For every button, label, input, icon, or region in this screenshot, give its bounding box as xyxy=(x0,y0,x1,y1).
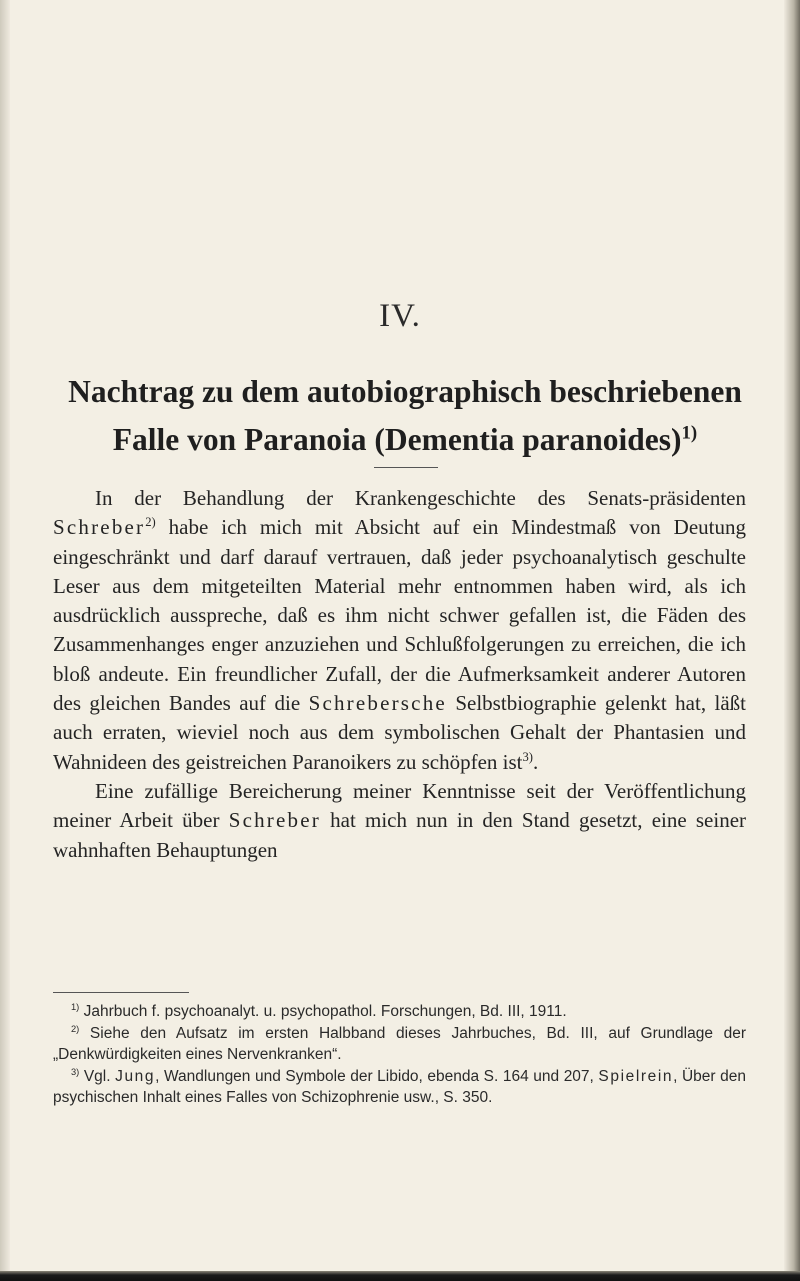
footnote-3 xyxy=(53,1066,746,1109)
footnote-2-marker: 2) xyxy=(71,1023,80,1034)
p1-text-a: In der Behandlung der Krankengeschichte des Senats-präsidenten xyxy=(95,486,746,510)
footnote-1-text: Jahrbuch f. psychoanalyt. u. psychopathol. Forschungen, Bd. III, 1911. xyxy=(79,1003,567,1020)
footnote-divider xyxy=(53,992,189,993)
p1-text-d: . xyxy=(533,749,539,774)
footnote-3-text-a: Vgl. xyxy=(79,1067,116,1085)
footnotes xyxy=(53,1001,746,1109)
page-edge-shadow xyxy=(784,0,800,1281)
footnote-3-text-b: , Wandlungen und Symbole der Libido, ebenda S. 164 und 207, xyxy=(155,1067,599,1085)
p1-footnote-ref-3: 3) xyxy=(522,749,533,764)
footnote-2-text: Siehe den Aufsatz im ersten Halbband dieses Jahrbuches, Bd. III, auf Grundlage der „Denkwürdigkeiten eines Nervenkranken“. xyxy=(53,1024,746,1063)
footnote-1 xyxy=(53,1001,746,1023)
chapter-title xyxy=(60,368,750,464)
chapter-title-line-2 xyxy=(60,416,750,464)
p1-name-schreber: Schreber xyxy=(53,515,146,540)
p2-name-schreber: Schreber xyxy=(228,808,321,833)
title-footnote-ref: 1) xyxy=(681,422,698,444)
p2-text-b: hat mich nun in den Stand gesetzt, eine seiner wahnhaften Behauptungen xyxy=(53,808,747,862)
p1-text-b: habe ich mich mit Absicht auf ein Mindestmaß von Deutung eingeschränkt und darf darauf vertrauen, daß jeder psychoanalytisch geschulte Leser aus dem mitgeteilten Material mehr entnommen haben wird, als ich ausdrücklich ausspreche, daß es ihm nicht schwer gefallen ist, die Fäden des Zusammenhanges enger anzuziehen und Schlußfolgerungen zu erreichen, die ich bloß andeute. Ein freundlicher Zufall, der die Aufmerksamkeit anderer Autoren des gleichen Bandes auf die xyxy=(53,515,746,716)
footnote-3-text-c: , Über den psychischen Inhalt eines Falles von Schizophrenie usw., S. 350. xyxy=(53,1067,746,1106)
chapter-title-line-2-text: Falle von Paranoia (Dementia paranoides) xyxy=(112,422,682,457)
title-divider xyxy=(374,467,438,468)
scan-bottom-edge xyxy=(0,1271,800,1281)
p1-name-schrebersche: Schrebersche xyxy=(308,691,447,716)
footnote-3-name-spielrein: Spielrein xyxy=(598,1067,674,1085)
p1-footnote-ref-2: 2) xyxy=(145,515,156,530)
page-binding-edge xyxy=(0,0,10,1281)
footnote-3-name-jung: Jung xyxy=(115,1067,156,1085)
chapter-title-line-1: Nachtrag zu dem autobiographisch beschriebenen xyxy=(68,374,742,409)
chapter-number: IV. xyxy=(379,298,421,334)
body-text xyxy=(53,484,746,865)
p2-text-a: Eine zufällige Bereicherung meiner Kenntnisse seit der Veröffentlichung meiner Arbeit über xyxy=(53,778,746,833)
footnote-2 xyxy=(53,1023,746,1066)
p1-text-c: Selbstbiographie gelenkt hat, läßt auch erraten, wieviel noch aus dem symbolischen Gehalt der Phantasien und Wahnideen des geistreichen Paranoikers zu schöpfen ist xyxy=(53,691,746,774)
paragraph-2 xyxy=(53,777,746,865)
footnote-1-marker: 1) xyxy=(71,1001,80,1012)
paragraph-1 xyxy=(53,484,746,777)
footnote-3-marker: 3) xyxy=(71,1066,80,1077)
